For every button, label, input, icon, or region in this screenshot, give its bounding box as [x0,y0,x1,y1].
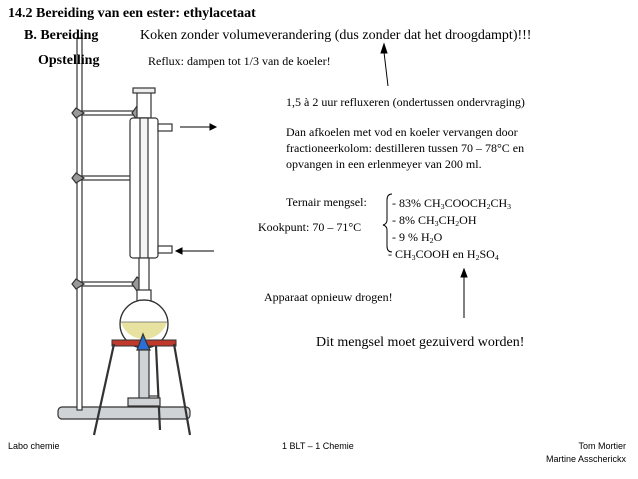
arrow-water-out [180,124,216,130]
footer-center: 1 BLT – 1 Chemie [282,441,354,451]
page-title: 14.2 Bereiding van een ester: ethylacetaat [8,6,256,21]
boiling-point: Kookpunt: 70 – 71°C [258,220,362,234]
stand-rod [77,38,82,410]
mixture-percentage: - 83% [392,196,424,210]
chemical-formula: $CH_3COOCH_2CH_3$ [424,196,512,211]
mixture-item [392,212,511,229]
reflux-time: 1,5 à 2 uur refluxeren (ondertussen ondervraging) [286,95,525,109]
distill-line: Dan afkoelen met vod en koeler vervangen door [286,125,518,139]
chemical-formula: $CH_3CH_2OH$ [418,213,477,228]
reflux-condenser [130,88,172,296]
arrow-reflux-note [381,44,388,86]
clamp-bottom [72,277,146,291]
distill-line: fractioneerkolom: destilleren tussen 70 – 78°C en [286,141,525,155]
mixture-item [388,246,511,263]
reflux-note: Reflux: dampen tot 1/3 van de koeler! [148,54,331,68]
footer-right [546,440,626,466]
footer-author-1: Tom Mortier [578,441,626,451]
mixture-percentage: - 9 % [392,230,421,244]
purify-note: Dit mengsel moet gezuiverd worden! [316,335,525,350]
mixture-list [388,195,512,263]
mixture-brace [383,194,392,252]
distill-line: opvangen in een erlenmeyer van 200 ml. [286,157,482,171]
mixture-item [392,229,511,246]
section-text: Koken zonder volumeverandering (dus zonder dat het droogdampt)!!! [140,28,532,43]
chemical-formula: $CH_3COOH$ en $H_2SO_4$ [395,247,499,262]
mixture-item [392,195,511,212]
arrow-water-in [176,248,214,254]
distill-text [286,124,524,172]
ternary-label: Ternair mengsel: [286,195,367,209]
mixture-percentage: - 8% [392,213,418,227]
footer-left: Labo chemie [8,441,60,451]
setup-label: Opstelling [38,53,100,68]
arrow-mixture [461,269,467,318]
mixture-percentage: - [388,247,395,261]
section-label: B. Bereiding [24,28,99,43]
chemical-formula: $H_2O$ [421,230,443,245]
footer-author-2: Martine Asscherickx [545,454,626,464]
dry-again-note: Apparaat opnieuw drogen! [264,290,393,304]
